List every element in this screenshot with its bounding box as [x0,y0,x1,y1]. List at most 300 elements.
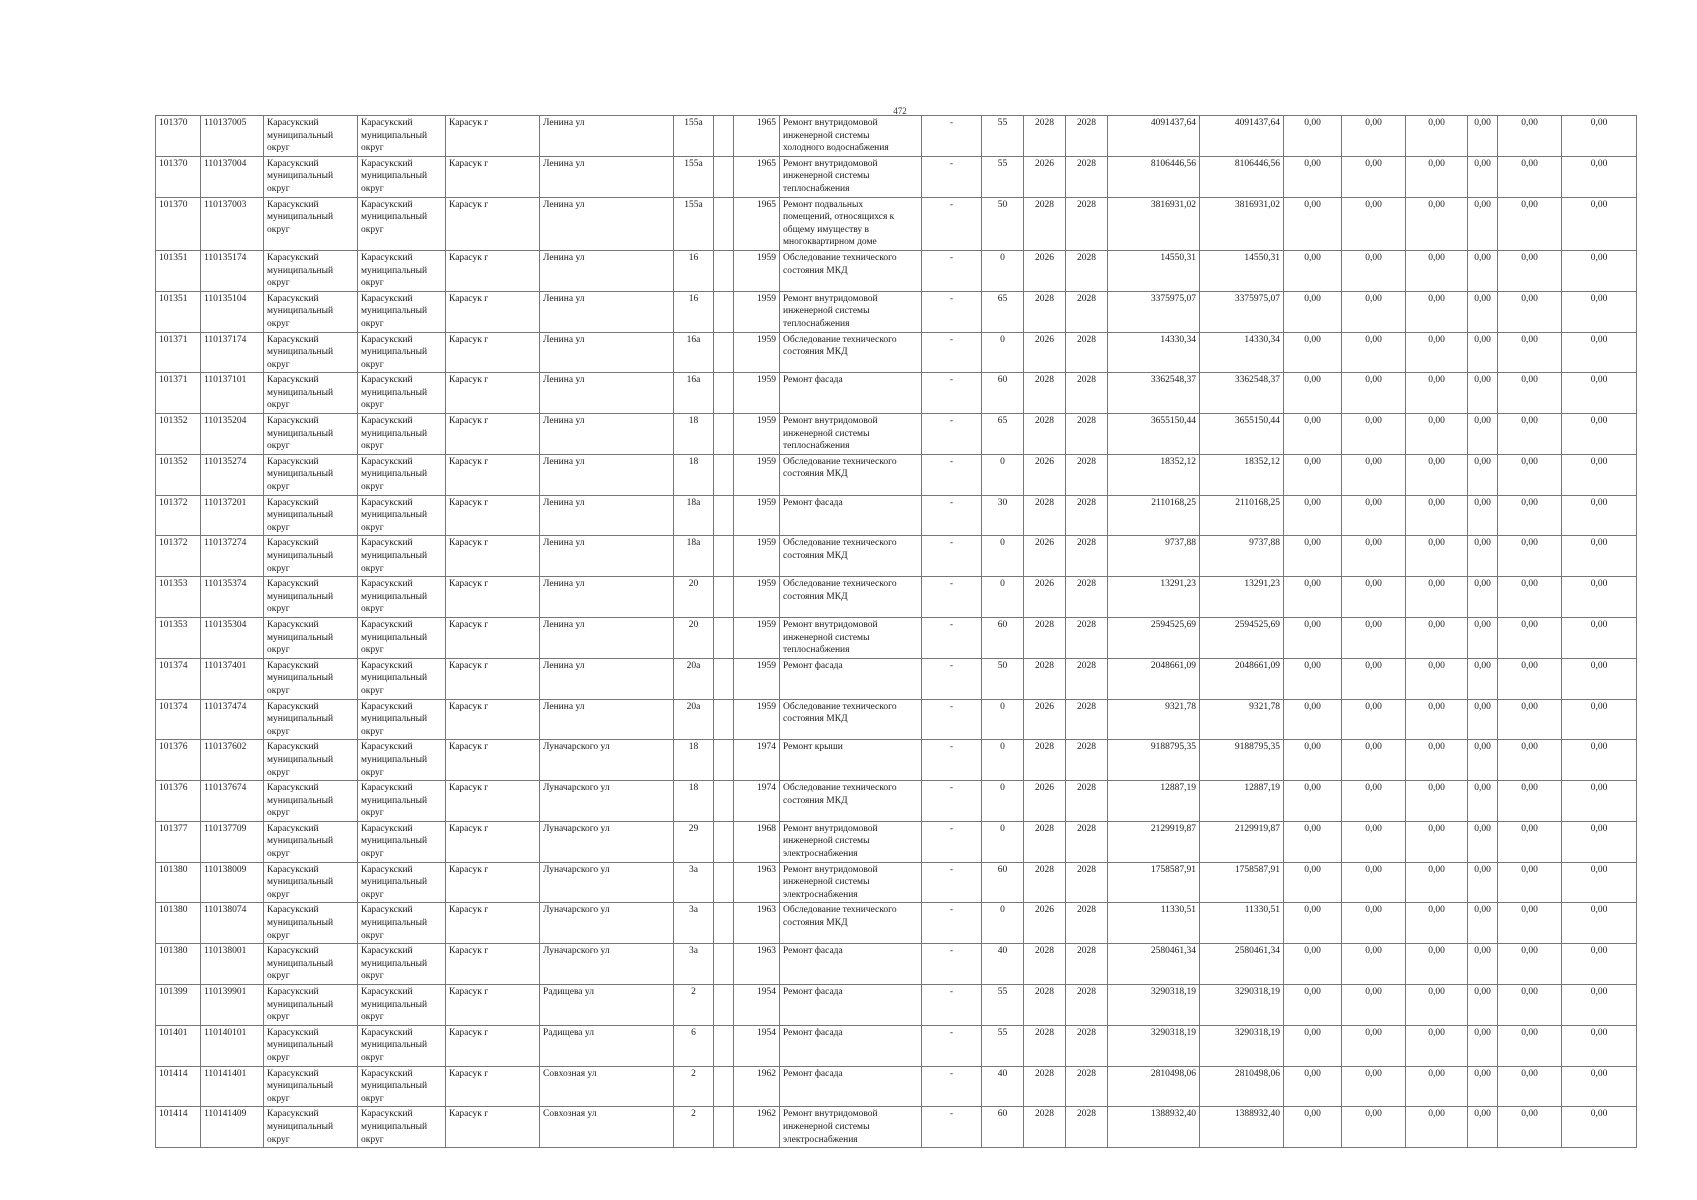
cell-municipal-district: Карасукский муниципальный округ [358,658,446,699]
cell-plan-year-from: 2028 [1024,414,1066,455]
cell-budget-regional: 0,00 [1342,658,1406,699]
cell-plan-year-to: 2028 [1066,197,1108,250]
cell-street: Совхозная ул [540,1107,674,1148]
cell-building [714,332,734,373]
cell-budget-local: 0,00 [1406,821,1468,862]
cell-house-number: 6 [674,1025,714,1066]
cell-other-3: 0,00 [1562,862,1637,903]
cell-plan-year-to: 2028 [1066,250,1108,291]
cell-wear-percent: 55 [982,156,1024,197]
cell-other-2: 0,00 [1498,658,1562,699]
cell-building [714,862,734,903]
cell-year-built: 1965 [734,197,780,250]
cell-budget-regional: 0,00 [1342,617,1406,658]
cell-fund-cost: 4091437,64 [1200,116,1284,157]
cell-other-3: 0,00 [1562,454,1637,495]
cell-work-id: 110135104 [201,291,264,332]
cell-municipality: Карасукский муниципальный округ [264,944,358,985]
cell-other-2: 0,00 [1498,495,1562,536]
cell-other-2: 0,00 [1498,1066,1562,1107]
cell-municipality: Карасукский муниципальный округ [264,536,358,577]
cell-other-1: 0,00 [1468,699,1498,740]
cell-house-number: 20 [674,617,714,658]
cell-work-id: 110135274 [201,454,264,495]
cell-street: Луначарского ул [540,781,674,822]
table-row [156,332,1637,373]
cell-budget-local: 0,00 [1406,495,1468,536]
cell-work-id: 110135174 [201,250,264,291]
cell-municipal-district: Карасукский муниципальный округ [358,577,446,618]
cell-plan-year-from: 2028 [1024,197,1066,250]
cell-fund-cost: 9321,78 [1200,699,1284,740]
cell-plan-year-from: 2028 [1024,1025,1066,1066]
cell-plan-year-to: 2028 [1066,577,1108,618]
cell-budget-regional: 0,00 [1342,116,1406,157]
cell-house-id: 101370 [156,197,201,250]
cell-budget-federal: 0,00 [1284,1066,1342,1107]
cell-work-type: Ремонт крыши [780,740,922,781]
cell-year-built: 1963 [734,944,780,985]
cell-total-cost: 9737,88 [1108,536,1200,577]
cell-building [714,1025,734,1066]
cell-building [714,116,734,157]
cell-total-cost: 13291,23 [1108,577,1200,618]
cell-budget-regional: 0,00 [1342,495,1406,536]
cell-house-number: 18 [674,414,714,455]
cell-municipality: Карасукский муниципальный округ [264,821,358,862]
cell-year-built: 1962 [734,1107,780,1148]
cell-budget-local: 0,00 [1406,116,1468,157]
cell-settlement: Карасук г [446,495,540,536]
cell-fund-cost: 2110168,25 [1200,495,1284,536]
cell-budget-regional: 0,00 [1342,291,1406,332]
cell-other-3: 0,00 [1562,250,1637,291]
cell-year-built: 1968 [734,821,780,862]
cell-municipality: Карасукский муниципальный округ [264,495,358,536]
cell-settlement: Карасук г [446,1107,540,1148]
cell-settlement: Карасук г [446,332,540,373]
cell-unit: - [922,699,982,740]
cell-street: Ленина ул [540,332,674,373]
cell-plan-year-from: 2026 [1024,781,1066,822]
cell-wear-percent: 0 [982,332,1024,373]
cell-fund-cost: 1388932,40 [1200,1107,1284,1148]
cell-other-2: 0,00 [1498,454,1562,495]
cell-house-id: 101371 [156,373,201,414]
cell-settlement: Карасук г [446,373,540,414]
cell-total-cost: 3655150,44 [1108,414,1200,455]
cell-unit: - [922,903,982,944]
cell-other-2: 0,00 [1498,373,1562,414]
cell-wear-percent: 65 [982,414,1024,455]
cell-municipality: Карасукский муниципальный округ [264,1107,358,1148]
cell-year-built: 1959 [734,495,780,536]
cell-other-3: 0,00 [1562,536,1637,577]
page-number: 472 [893,106,907,116]
cell-budget-federal: 0,00 [1284,250,1342,291]
cell-plan-year-to: 2028 [1066,116,1108,157]
cell-settlement: Карасук г [446,985,540,1026]
cell-other-1: 0,00 [1468,250,1498,291]
table-row [156,291,1637,332]
cell-plan-year-to: 2028 [1066,332,1108,373]
cell-year-built: 1974 [734,740,780,781]
cell-street: Ленина ул [540,577,674,618]
cell-building [714,1107,734,1148]
cell-fund-cost: 13291,23 [1200,577,1284,618]
cell-plan-year-to: 2028 [1066,944,1108,985]
cell-fund-cost: 18352,12 [1200,454,1284,495]
cell-budget-regional: 0,00 [1342,821,1406,862]
cell-house-number: 29 [674,821,714,862]
cell-house-number: 2 [674,1066,714,1107]
table-row [156,617,1637,658]
cell-municipal-district: Карасукский муниципальный округ [358,1107,446,1148]
cell-total-cost: 2580461,34 [1108,944,1200,985]
cell-budget-local: 0,00 [1406,740,1468,781]
cell-street: Ленина ул [540,414,674,455]
cell-other-2: 0,00 [1498,944,1562,985]
cell-street: Ленина ул [540,617,674,658]
cell-plan-year-from: 2028 [1024,1107,1066,1148]
cell-municipality: Карасукский муниципальный округ [264,332,358,373]
cell-other-2: 0,00 [1498,197,1562,250]
cell-year-built: 1959 [734,658,780,699]
cell-municipal-district: Карасукский муниципальный округ [358,156,446,197]
cell-budget-regional: 0,00 [1342,197,1406,250]
cell-wear-percent: 0 [982,699,1024,740]
cell-work-id: 110137674 [201,781,264,822]
cell-other-1: 0,00 [1468,373,1498,414]
table-row [156,781,1637,822]
cell-year-built: 1959 [734,577,780,618]
cell-work-type: Ремонт внутридомовой инженерной системы теплоснабжения [780,291,922,332]
cell-budget-regional: 0,00 [1342,454,1406,495]
cell-wear-percent: 60 [982,373,1024,414]
cell-municipal-district: Карасукский муниципальный округ [358,781,446,822]
cell-other-3: 0,00 [1562,373,1637,414]
cell-work-type: Ремонт фасада [780,658,922,699]
cell-municipal-district: Карасукский муниципальный округ [358,862,446,903]
cell-fund-cost: 2810498,06 [1200,1066,1284,1107]
cell-house-number: 155а [674,116,714,157]
cell-municipal-district: Карасукский муниципальный округ [358,197,446,250]
table-row [156,1025,1637,1066]
cell-house-id: 101414 [156,1107,201,1148]
cell-other-3: 0,00 [1562,781,1637,822]
cell-plan-year-from: 2026 [1024,699,1066,740]
cell-work-type: Ремонт фасада [780,373,922,414]
cell-street: Ленина ул [540,699,674,740]
cell-settlement: Карасук г [446,781,540,822]
cell-work-type: Ремонт фасада [780,495,922,536]
cell-building [714,197,734,250]
cell-other-3: 0,00 [1562,985,1637,1026]
cell-work-type: Обследование технического состояния МКД [780,250,922,291]
cell-plan-year-from: 2028 [1024,862,1066,903]
cell-settlement: Карасук г [446,821,540,862]
cell-plan-year-to: 2028 [1066,862,1108,903]
cell-work-id: 110137401 [201,658,264,699]
cell-other-2: 0,00 [1498,985,1562,1026]
cell-other-2: 0,00 [1498,291,1562,332]
cell-settlement: Карасук г [446,903,540,944]
cell-unit: - [922,250,982,291]
cell-work-type: Обследование технического состояния МКД [780,454,922,495]
cell-house-id: 101372 [156,536,201,577]
cell-budget-regional: 0,00 [1342,740,1406,781]
cell-budget-federal: 0,00 [1284,617,1342,658]
cell-plan-year-from: 2028 [1024,617,1066,658]
cell-house-id: 101353 [156,617,201,658]
cell-building [714,944,734,985]
cell-total-cost: 2810498,06 [1108,1066,1200,1107]
cell-plan-year-to: 2028 [1066,658,1108,699]
cell-budget-federal: 0,00 [1284,985,1342,1026]
table-row [156,862,1637,903]
cell-wear-percent: 0 [982,903,1024,944]
cell-municipality: Карасукский муниципальный округ [264,740,358,781]
cell-unit: - [922,781,982,822]
cell-work-id: 110135304 [201,617,264,658]
cell-budget-local: 0,00 [1406,944,1468,985]
cell-other-3: 0,00 [1562,821,1637,862]
cell-settlement: Карасук г [446,658,540,699]
cell-budget-federal: 0,00 [1284,1025,1342,1066]
cell-other-2: 0,00 [1498,699,1562,740]
cell-building [714,495,734,536]
cell-settlement: Карасук г [446,291,540,332]
cell-house-id: 101374 [156,699,201,740]
cell-budget-federal: 0,00 [1284,373,1342,414]
cell-municipality: Карасукский муниципальный округ [264,658,358,699]
cell-fund-cost: 8106446,56 [1200,156,1284,197]
cell-budget-regional: 0,00 [1342,332,1406,373]
cell-total-cost: 11330,51 [1108,903,1200,944]
cell-street: Луначарского ул [540,944,674,985]
cell-municipal-district: Карасукский муниципальный округ [358,903,446,944]
cell-other-1: 0,00 [1468,740,1498,781]
cell-work-type: Ремонт фасада [780,944,922,985]
cell-street: Ленина ул [540,116,674,157]
cell-house-id: 101376 [156,781,201,822]
cell-unit: - [922,373,982,414]
cell-plan-year-from: 2028 [1024,740,1066,781]
cell-budget-regional: 0,00 [1342,903,1406,944]
cell-other-2: 0,00 [1498,821,1562,862]
cell-other-3: 0,00 [1562,617,1637,658]
cell-building [714,740,734,781]
cell-wear-percent: 0 [982,740,1024,781]
table-row [156,536,1637,577]
cell-other-3: 0,00 [1562,944,1637,985]
cell-plan-year-from: 2026 [1024,577,1066,618]
cell-plan-year-to: 2028 [1066,495,1108,536]
cell-building [714,617,734,658]
cell-municipal-district: Карасукский муниципальный округ [358,250,446,291]
cell-plan-year-to: 2028 [1066,1025,1108,1066]
cell-wear-percent: 60 [982,862,1024,903]
cell-work-id: 110135204 [201,414,264,455]
cell-street: Радищева ул [540,1025,674,1066]
cell-plan-year-from: 2028 [1024,373,1066,414]
cell-year-built: 1959 [734,414,780,455]
cell-plan-year-from: 2026 [1024,454,1066,495]
cell-year-built: 1954 [734,985,780,1026]
cell-other-1: 0,00 [1468,1025,1498,1066]
cell-other-3: 0,00 [1562,116,1637,157]
cell-total-cost: 3375975,07 [1108,291,1200,332]
cell-municipality: Карасукский муниципальный округ [264,250,358,291]
cell-budget-local: 0,00 [1406,781,1468,822]
cell-other-1: 0,00 [1468,332,1498,373]
cell-street: Луначарского ул [540,821,674,862]
cell-total-cost: 3816931,02 [1108,197,1200,250]
cell-other-2: 0,00 [1498,1107,1562,1148]
cell-house-number: 20а [674,658,714,699]
cell-house-number: 18а [674,495,714,536]
cell-municipal-district: Карасукский муниципальный округ [358,699,446,740]
cell-year-built: 1959 [734,536,780,577]
cell-budget-federal: 0,00 [1284,536,1342,577]
cell-total-cost: 2594525,69 [1108,617,1200,658]
cell-plan-year-to: 2028 [1066,291,1108,332]
cell-unit: - [922,944,982,985]
cell-house-id: 101371 [156,332,201,373]
table-row [156,156,1637,197]
cell-municipal-district: Карасукский муниципальный округ [358,1025,446,1066]
cell-wear-percent: 40 [982,1066,1024,1107]
cell-budget-regional: 0,00 [1342,985,1406,1026]
cell-fund-cost: 9737,88 [1200,536,1284,577]
cell-work-type: Ремонт фасада [780,1066,922,1107]
cell-other-1: 0,00 [1468,197,1498,250]
cell-total-cost: 14330,34 [1108,332,1200,373]
cell-house-id: 101352 [156,454,201,495]
cell-house-number: 2 [674,1107,714,1148]
cell-street: Луначарского ул [540,903,674,944]
cell-wear-percent: 55 [982,985,1024,1026]
cell-total-cost: 9188795,35 [1108,740,1200,781]
cell-municipal-district: Карасукский муниципальный округ [358,944,446,985]
cell-settlement: Карасук г [446,740,540,781]
cell-unit: - [922,454,982,495]
cell-other-3: 0,00 [1562,414,1637,455]
cell-budget-local: 0,00 [1406,414,1468,455]
cell-budget-local: 0,00 [1406,1025,1468,1066]
cell-plan-year-from: 2026 [1024,332,1066,373]
cell-municipal-district: Карасукский муниципальный округ [358,291,446,332]
cell-fund-cost: 1758587,91 [1200,862,1284,903]
cell-municipality: Карасукский муниципальный округ [264,116,358,157]
cell-house-number: 16а [674,373,714,414]
cell-budget-regional: 0,00 [1342,699,1406,740]
cell-total-cost: 3290318,19 [1108,985,1200,1026]
cell-house-number: 18 [674,781,714,822]
cell-other-1: 0,00 [1468,862,1498,903]
cell-budget-regional: 0,00 [1342,1066,1406,1107]
cell-work-id: 110137602 [201,740,264,781]
cell-budget-federal: 0,00 [1284,862,1342,903]
cell-plan-year-to: 2028 [1066,454,1108,495]
cell-other-2: 0,00 [1498,414,1562,455]
cell-work-type: Ремонт внутридомовой инженерной системы электроснабжения [780,1107,922,1148]
table-row [156,116,1637,157]
cell-other-1: 0,00 [1468,291,1498,332]
cell-house-id: 101351 [156,250,201,291]
cell-budget-local: 0,00 [1406,862,1468,903]
cell-budget-local: 0,00 [1406,617,1468,658]
cell-wear-percent: 0 [982,250,1024,291]
cell-total-cost: 3290318,19 [1108,1025,1200,1066]
cell-house-id: 101374 [156,658,201,699]
cell-wear-percent: 55 [982,116,1024,157]
table-row [156,740,1637,781]
cell-settlement: Карасук г [446,617,540,658]
cell-budget-federal: 0,00 [1284,821,1342,862]
cell-municipality: Карасукский муниципальный округ [264,197,358,250]
cell-year-built: 1959 [734,250,780,291]
cell-plan-year-to: 2028 [1066,821,1108,862]
cell-plan-year-to: 2028 [1066,699,1108,740]
cell-municipality: Карасукский муниципальный округ [264,577,358,618]
cell-plan-year-to: 2028 [1066,617,1108,658]
cell-plan-year-from: 2028 [1024,985,1066,1026]
table-row [156,197,1637,250]
cell-house-number: 18 [674,454,714,495]
cell-unit: - [922,821,982,862]
cell-fund-cost: 14330,34 [1200,332,1284,373]
cell-unit: - [922,291,982,332]
cell-plan-year-from: 2028 [1024,658,1066,699]
cell-street: Ленина ул [540,197,674,250]
cell-house-number: 3а [674,944,714,985]
cell-municipal-district: Карасукский муниципальный округ [358,332,446,373]
table-row [156,1107,1637,1148]
cell-plan-year-from: 2028 [1024,495,1066,536]
cell-house-id: 101399 [156,985,201,1026]
cell-unit: - [922,577,982,618]
cell-building [714,985,734,1026]
cell-settlement: Карасук г [446,156,540,197]
cell-work-id: 110137274 [201,536,264,577]
cell-budget-local: 0,00 [1406,536,1468,577]
cell-house-id: 101376 [156,740,201,781]
cell-plan-year-to: 2028 [1066,740,1108,781]
cell-budget-federal: 0,00 [1284,781,1342,822]
cell-total-cost: 8106446,56 [1108,156,1200,197]
cell-other-2: 0,00 [1498,903,1562,944]
table-row [156,944,1637,985]
cell-other-2: 0,00 [1498,250,1562,291]
cell-unit: - [922,658,982,699]
cell-budget-federal: 0,00 [1284,454,1342,495]
cell-house-number: 18а [674,536,714,577]
cell-plan-year-to: 2028 [1066,985,1108,1026]
cell-budget-regional: 0,00 [1342,781,1406,822]
cell-plan-year-from: 2026 [1024,903,1066,944]
table-row [156,903,1637,944]
cell-work-id: 110138074 [201,903,264,944]
cell-municipal-district: Карасукский муниципальный округ [358,373,446,414]
cell-settlement: Карасук г [446,1025,540,1066]
cell-year-built: 1959 [734,332,780,373]
cell-plan-year-to: 2028 [1066,781,1108,822]
cell-municipality: Карасукский муниципальный округ [264,291,358,332]
cell-street: Ленина ул [540,454,674,495]
cell-budget-federal: 0,00 [1284,658,1342,699]
cell-fund-cost: 3655150,44 [1200,414,1284,455]
